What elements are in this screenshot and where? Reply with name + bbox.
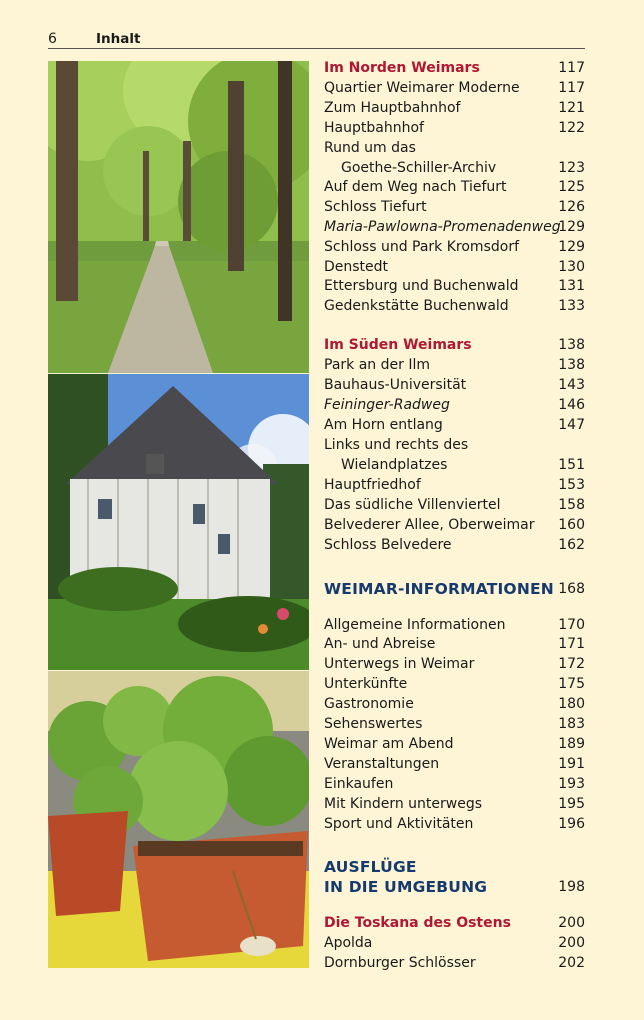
toc-entry-title: Das südliche Villenviertel	[324, 497, 501, 513]
toc-entry-title: Unterkünfte	[324, 676, 408, 692]
toc-entry	[324, 118, 585, 138]
toc-entry	[324, 296, 585, 316]
toc-entry	[324, 694, 585, 714]
toc-entry-title: Maria-Pawlowna-Promenadenweg	[324, 219, 561, 235]
toc-entry-page: 202	[558, 955, 585, 971]
toc-entry-title: Auf dem Weg nach Tiefurt	[324, 179, 507, 195]
toc-entry-title: Im Norden Weimars	[324, 60, 480, 76]
photo-garden-house	[48, 374, 309, 670]
toc-entry-page: 162	[558, 537, 585, 553]
toc-entry-page: 129	[558, 239, 585, 255]
toc-entry-page: 122	[558, 120, 585, 136]
toc-entry-title: Hauptbahnhof	[324, 120, 424, 136]
toc-entry	[324, 876, 585, 898]
toc-entry-page: 138	[558, 337, 585, 353]
toc-entry-title: Ettersburg und Buchenwald	[324, 278, 519, 294]
toc-entry	[324, 435, 585, 455]
toc-entry-page: 138	[558, 357, 585, 373]
toc-entry-title: Allgemeine Informationen	[324, 617, 506, 633]
toc-entry-page: 131	[558, 278, 585, 294]
toc-entry	[324, 754, 585, 774]
toc-entry-page: 168	[558, 581, 585, 597]
toc-entry	[324, 217, 585, 237]
toc-entry	[324, 578, 585, 600]
toc-entry	[324, 634, 585, 654]
toc-entry	[324, 257, 585, 277]
toc-entry	[324, 535, 585, 555]
toc-entry	[324, 197, 585, 217]
toc-entry-page: 151	[558, 457, 585, 473]
toc-entry-page: 198	[558, 879, 585, 895]
toc-entry	[324, 138, 585, 158]
toc-entry-page: 130	[558, 259, 585, 275]
toc-entry-page: 170	[558, 617, 585, 633]
toc-entry-title: Sport und Aktivitäten	[324, 816, 474, 832]
toc-entry-page: 193	[558, 776, 585, 792]
toc-entry-title: AUSFLÜGE	[324, 858, 417, 876]
toc-entry	[324, 674, 585, 694]
toc-entry-page: 121	[558, 100, 585, 116]
toc-entry-page: 143	[558, 377, 585, 393]
toc-entry	[324, 953, 585, 973]
toc-entry-title: Denstedt	[324, 259, 389, 275]
header-title: Inhalt	[96, 31, 141, 47]
toc-entry-title: Am Horn entlang	[324, 417, 443, 433]
toc-entry-title: Zum Hauptbahnhof	[324, 100, 461, 116]
toc-entry-page: 147	[558, 417, 585, 433]
toc-entry	[324, 856, 585, 878]
toc-entry-title: Dornburger Schlösser	[324, 955, 476, 971]
toc-entry	[324, 375, 585, 395]
toc-entry-title: Park an der Ilm	[324, 357, 430, 373]
toc-entry-page: 129	[558, 219, 585, 235]
toc-entry-title: Gastronomie	[324, 696, 414, 712]
toc-entry	[324, 415, 585, 435]
toc-entry-title: Sehenswertes	[324, 716, 423, 732]
toc-entry-page: 200	[558, 935, 585, 951]
toc-entry	[324, 335, 585, 355]
toc-entry-title: Apolda	[324, 935, 373, 951]
running-header	[48, 30, 585, 49]
toc-entry-page: 123	[558, 160, 585, 176]
toc-entry	[324, 654, 585, 674]
toc-entry-page: 183	[558, 716, 585, 732]
toc-entry-title: Veranstaltungen	[324, 756, 440, 772]
toc-entry	[324, 355, 585, 375]
toc-entry	[324, 774, 585, 794]
toc-entry-title: Schloss Tiefurt	[324, 199, 427, 215]
toc-entry	[324, 455, 585, 475]
toc-entry-title: Mit Kindern unterwegs	[324, 796, 483, 812]
toc-entry	[324, 794, 585, 814]
toc-entry-page: 117	[558, 60, 585, 76]
toc-entry-title: Gedenkstätte Buchenwald	[324, 298, 509, 314]
toc-entry-title: Links und rechts des	[324, 437, 469, 453]
toc-entry-title: Unterwegs in Weimar	[324, 656, 475, 672]
toc-entry	[324, 395, 585, 415]
toc-entry	[324, 515, 585, 535]
toc-entry	[324, 276, 585, 296]
toc-entry	[324, 495, 585, 515]
toc-entry	[324, 615, 585, 635]
toc-entry-title: WEIMAR-INFORMATIONEN	[324, 580, 554, 598]
toc-entry	[324, 475, 585, 495]
toc-entry-page: 117	[558, 80, 585, 96]
toc-entry-title: Weimar am Abend	[324, 736, 454, 752]
toc-entry-title: Die Toskana des Ostens	[324, 915, 511, 931]
photo-tree-avenue	[48, 61, 309, 373]
toc-entry-title: Quartier Weimarer Moderne	[324, 80, 520, 96]
toc-entry-page: 126	[558, 199, 585, 215]
toc-entry-page: 133	[558, 298, 585, 314]
toc-entry-page: 200	[558, 915, 585, 931]
toc-entry-page: 158	[558, 497, 585, 513]
toc-entry-page: 195	[558, 796, 585, 812]
toc-entry	[324, 814, 585, 834]
toc-entry-title: Rund um das	[324, 140, 416, 156]
toc-entry-page: 189	[558, 736, 585, 752]
toc-entry-title: Goethe-Schiller-Archiv	[341, 160, 497, 176]
toc-entry-title: Feininger-Radweg	[324, 397, 450, 413]
toc-entry-page: 125	[558, 179, 585, 195]
toc-entry-title: Belvederer Allee, Oberweimar	[324, 517, 535, 533]
toc-entry-title: IN DIE UMGEBUNG	[324, 878, 488, 896]
toc-entry	[324, 933, 585, 953]
toc-entry-page: 175	[558, 676, 585, 692]
toc-entry	[324, 78, 585, 98]
toc-entry	[324, 734, 585, 754]
toc-entry-title: An- und Abreise	[324, 636, 436, 652]
toc-entry-page: 180	[558, 696, 585, 712]
photo-ginkgo-plants	[48, 671, 309, 968]
toc-entry-page: 171	[558, 636, 585, 652]
toc-entry-title: Bauhaus-Universität	[324, 377, 467, 393]
toc-entry	[324, 98, 585, 118]
toc-entry-page: 146	[558, 397, 585, 413]
toc-entry	[324, 714, 585, 734]
toc-entry	[324, 913, 585, 933]
toc-entry-title: Einkaufen	[324, 776, 394, 792]
toc-entry-page: 172	[558, 656, 585, 672]
photo-column	[48, 61, 309, 968]
toc-entry-title: Im Süden Weimars	[324, 337, 472, 353]
toc-entry	[324, 177, 585, 197]
toc-entry-title: Schloss und Park Kromsdorf	[324, 239, 520, 255]
toc-entry-page: 160	[558, 517, 585, 533]
toc-entry	[324, 58, 585, 78]
toc-entry-title: Schloss Belvedere	[324, 537, 452, 553]
toc-entry-page: 196	[558, 816, 585, 832]
toc-entry	[324, 237, 585, 257]
toc-entry-page: 191	[558, 756, 585, 772]
page-number: 6	[48, 31, 57, 47]
toc-entry	[324, 158, 585, 178]
toc-entry-title: Wielandplatzes	[341, 457, 448, 473]
toc-entry-title: Hauptfriedhof	[324, 477, 421, 493]
toc-entry-page: 153	[558, 477, 585, 493]
